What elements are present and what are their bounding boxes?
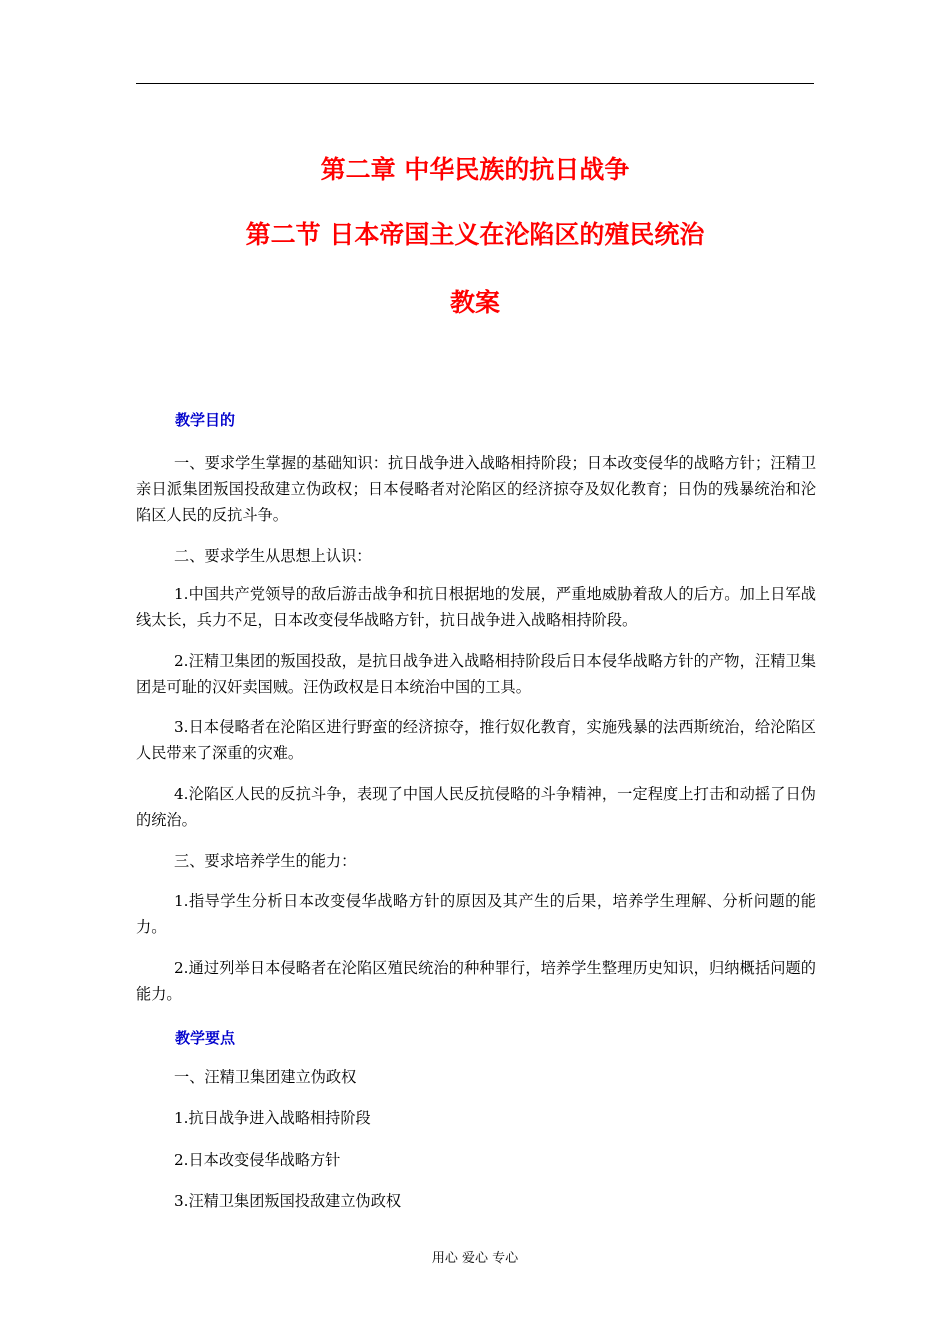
paragraph: 3.日本侵略者在沦陷区进行野蛮的经济掠夺，推行奴化教育，实施残暴的法西斯统治，给沦陷区人民带来了深重的灾难。: [136, 718, 816, 762]
paragraph: 3.汪精卫集团叛国投敌建立伪政权: [174, 1192, 402, 1210]
doc-type-title: 教案: [449, 288, 500, 317]
paragraph: 三、要求培养学生的能力：: [174, 852, 357, 870]
paragraph: 二、要求学生从思想上认识：: [174, 547, 372, 565]
header-rule: [136, 83, 814, 84]
chapter-title: 第二章 中华民族的抗日战争: [320, 155, 630, 184]
section-heading-key-points: 教学要点: [175, 1029, 236, 1047]
paragraph: 2.通过列举日本侵略者在沦陷区殖民统治的种种罪行，培养学生整理历史知识，归纳概括问题的能力。: [136, 959, 816, 1003]
paragraph: 一、要求学生掌握的基础知识：抗日战争进入战略相持阶段；日本改变侵华的战略方针；汪精卫亲日派集团叛国投敌建立伪政权；日本侵略者对沦陷区的经济掠夺及奴化教育；日伪的残暴统治和沦陷区人民的反抗斗争。: [136, 454, 816, 524]
paragraph: 1.抗日战争进入战略相持阶段: [174, 1109, 371, 1127]
paragraph: 1.指导学生分析日本改变侵华战略方针的原因及其产生的后果，培养学生理解、分析问题的能力。: [136, 892, 816, 936]
page-footer: 用心 爱心 专心: [431, 1251, 519, 1266]
paragraph: 2.日本改变侵华战略方针: [174, 1151, 341, 1169]
paragraph: 1.中国共产党领导的敌后游击战争和抗日根据地的发展，严重地威胁着敌人的后方。加上日军战线太长，兵力不足，日本改变侵华战略方针，抗日战争进入战略相持阶段。: [136, 585, 816, 629]
paragraph: 2.汪精卫集团的叛国投敌，是抗日战争进入战略相持阶段后日本侵华战略方针的产物，汪精卫集团是可耻的汉奸卖国贼。汪伪政权是日本统治中国的工具。: [136, 652, 816, 696]
paragraph: 4.沦陷区人民的反抗斗争，表现了中国人民反抗侵略的斗争精神，一定程度上打击和动摇了日伪的统治。: [136, 785, 816, 829]
section-title: 第二节 日本帝国主义在沦陷区的殖民统治: [245, 220, 705, 249]
section-heading-objectives: 教学目的: [175, 411, 236, 429]
paragraph: 一、汪精卫集团建立伪政权: [174, 1068, 357, 1086]
